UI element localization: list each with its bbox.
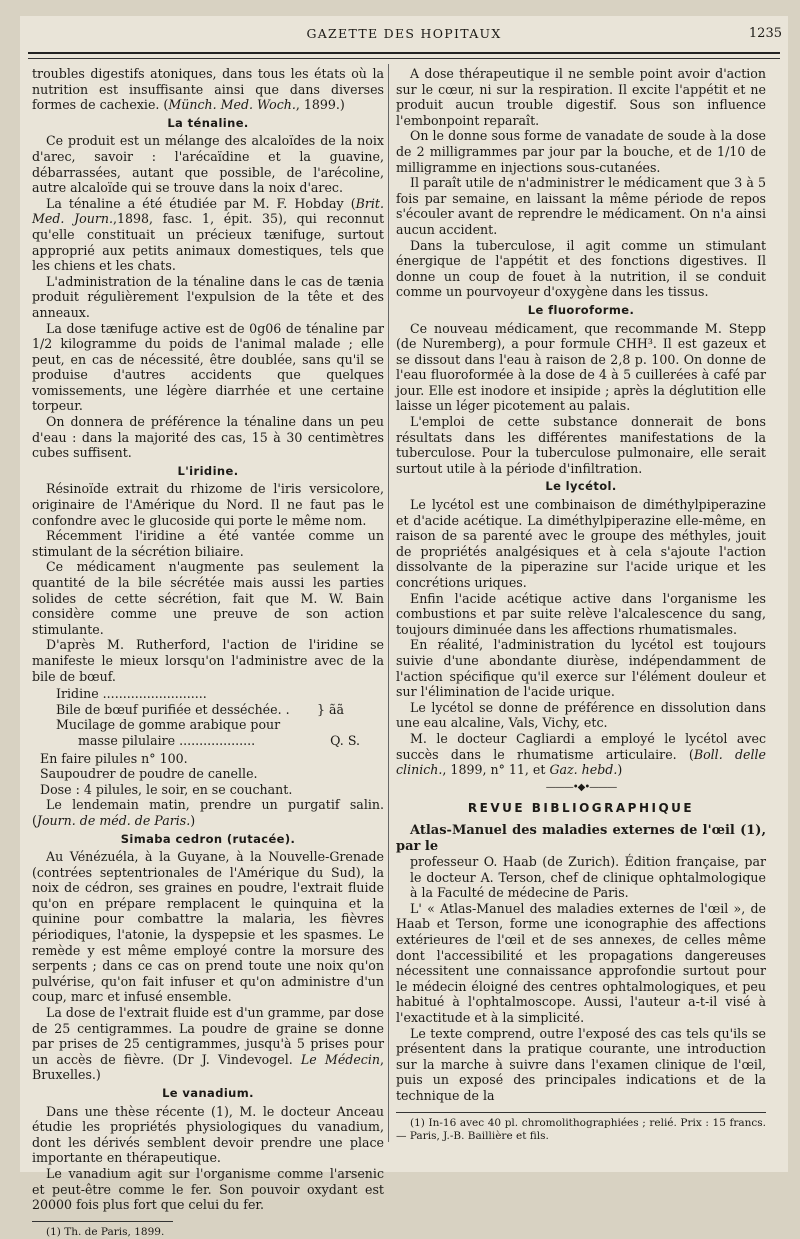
- footnote: (1) Th. de Paris, 1899.: [46, 1225, 165, 1238]
- section-heading-lycetol: Le lycétol.: [545, 479, 617, 494]
- paragraph: On donnera de préférence la ténaline dans un peu d'eau : dans la majorité des cas, 15 à 30 centimètres cubes suffisent.: [32, 414, 384, 461]
- rx-line: Bile de bœuf purifiée et desséchée. .: [56, 701, 290, 717]
- paragraph: Dans une thèse récente (1), M. le docteur Anceau étudie les propriétés physiologiques du vanadium, dont les dérivés semblent devoir prendre une place importante en thérapeutique.: [32, 1103, 384, 1166]
- page-header: [20, 26, 788, 50]
- section-heading-fluoroforme: Le fluoroforme.: [527, 302, 635, 317]
- paragraph: M. le docteur Cagliardi a employé le lycétol avec succès dans le rhumatisme articulaire. (Boll. delle clinich., 1899, n° 11, et Gaz. hebd.): [396, 730, 766, 778]
- paragraph: Le lendemain matin, prendre un purgatif salin. (Journ. de méd. de Paris.): [32, 797, 384, 828]
- paragraph: La dose tænifuge active est de 0g06 de ténaline par 1/2 kilogramme du poids de l'animal malade ; elle peut, en cas de nécessité, être doublée, sans qu'il se produise d'autres accidents que quelques vomissements, une légère diarrhée et une certaine torpeur.: [32, 320, 384, 414]
- paragraph: Au Vénézuéla, à la Guyane, à la Nouvelle-Grenade (contrées septentrionales de l'Amérique du Sud), la noix de cédron, ses graines en poudre, l'extrait fluide qu'on en prépare remplacent le quinquina et la quinine pour combattre la malaria, les fièvres périodiques, l'atonie, la dyspepsie et les spasmes. Le remède y est même employé contre la morsure des serpents ; dans ce cas on prend toute une noix qu'on pulvérise, qu'on fait infuser et qu'on administre d'un coup, marc et infusé ensemble.: [32, 849, 384, 1005]
- header-rule-thin: [28, 58, 780, 59]
- section-heading-vanadium: Le vanadium.: [162, 1086, 254, 1100]
- journal-title: GAZETTE DES HOPITAUX: [306, 26, 502, 41]
- paragraph: D'après M. Rutherford, l'action de l'iridine se manifeste le mieux lorsqu'on l'administre avec de la bile de bœuf.: [32, 637, 384, 684]
- paragraph: La ténaline a été étudiée par M. F. Hobday (Brit. Med. Journ.,1898, fasc. 1, épit. 35), qui reconnut qu'elle constituait un précieux tænifuge, surtout approprié aux petits animaux domestiques, tels que les chiens et les chats.: [32, 195, 385, 274]
- header-rule-thick: [28, 52, 780, 54]
- paragraph: L'emploi de cette substance donnerait de bons résultats dans les différentes manifestations de la tuberculose. Pour la tuberculose pulmonaire, elle serait surtout utile à la période d'infiltration.: [396, 414, 766, 476]
- left-column: [32, 66, 384, 1239]
- paragraph: Ce nouveau médicament, que recommande M. Stepp (de Nuremberg), a pour formule CHH³. Il est gazeux et se dissout dans l'eau à raison de 2,8 p. 100. On donne de l'eau fluoroformée à la dose de 4 à 5 cuillerées à café par jour. Elle est inodore et insipide ; après la déglutition elle laisse un léger picotement au palais.: [396, 320, 766, 414]
- rx-aa: } ãã: [316, 701, 344, 717]
- paragraph: Enfin l'acide acétique active dans l'organisme les combustions et par suite relève l'alcalescence du sang, toujours diminuée dans les affections rhumatismales.: [396, 590, 766, 637]
- column-separator: [388, 64, 389, 1142]
- newspaper-page: [20, 16, 788, 1238]
- paragraph: Il paraît utile de n'administrer le médicament que 3 à 5 fois par semaine, en laissant la même période de repos s'écouler avant de reprendre le médicament. On n'a ainsi aucun accident.: [396, 175, 766, 237]
- footnote: (1) In-16 avec 40 pl. chromolithographiées ; relié. Prix : 15 francs. — Paris, J.-B. Baillière et fils.: [396, 1116, 766, 1142]
- paragraph: En réalité, l'administration du lycétol est toujours suivie d'une abondante diurèse, indépendamment de l'action spécifique qu'il exerce sur l'élément douleur et sur l'élimination de l'acide urique.: [396, 637, 766, 700]
- page-number: 1235: [748, 26, 782, 41]
- footnote-rule: [32, 1221, 173, 1222]
- paragraph: Résinoïde extrait du rhizome de l'iris versicolore, originaire de l'Amérique du Nord. Il ne faut pas le confondre avec le glucoside qui porte le même nom.: [32, 481, 384, 528]
- book-authors: professeur O. Haab (de Zurich). Édition française, par le docteur A. Terson, chef de clinique ophtalmologique à la Faculté de médecine de Paris.: [410, 854, 766, 901]
- paragraph: troubles digestifs atoniques, dans tous les états où la nutrition est insuffisante ainsi que dans diverses formes de cachexie. (Münch. Med. Woch., 1899.): [32, 66, 384, 113]
- rx-instruction: Dose : 4 pilules, le soir, en se couchant.: [40, 781, 293, 797]
- rx-instruction: En faire pilules n° 100.: [40, 750, 188, 766]
- rx-qs: Q. S.: [330, 732, 360, 748]
- paragraph: Le vanadium agit sur l'organisme comme l'arsenic et peut-être comme le fer. Son pouvoir oxydant est 20000 fois plus fort que celui du fer.: [32, 1165, 384, 1213]
- rx-instruction: Saupoudrer de poudre de canelle.: [40, 766, 258, 782]
- footnote-rule: [396, 1112, 766, 1113]
- book-title: Atlas-Manuel des maladies externes de l'œil (1), par le: [396, 822, 766, 854]
- paragraph: Ce médicament n'augmente pas seulement la quantité de la bile sécrétée mais aussi les parties solides de cette sécrétion, fait que M. W. Bain considère comme une preuve de son action stimulante.: [32, 559, 384, 637]
- section-heading-simaba: Simaba cedron (rutacée).: [120, 831, 296, 846]
- ornament-divider: ———•◆•———: [545, 781, 617, 793]
- paragraph: Le texte comprend, outre l'exposé des cas tels qu'ils se présentent dans la pratique courante, une introduction sur la marche à suivre dans l'examen clinique de l'œil, puis un exposé des principales indications et de la technique de la: [396, 1025, 766, 1103]
- right-column: [396, 66, 766, 1143]
- paragraph: Dans la tuberculose, il agit comme un stimulant énergique de l'appétit et des fonctions digestives. Il donne un coup de fouet à la nutrition, il se conduit comme un pourvoyeur d'oxygène dans les tissus.: [396, 237, 766, 300]
- paragraph: L' « Atlas-Manuel des maladies externes de l'œil », de Haab et Terson, forme une iconographie des affections extérieures de l'œil et de ses annexes, de celles même dont l'accessibilité et les propagations dangereuses nécessitent une connaissance approfondie surtout pour le médecin éloigné des centres ophtalmologiques, et peu habitué à l'ophtalmoscope. Aussi, l'auteur a-t-il visé à l'exactitude et à la simplicité.: [396, 900, 766, 1026]
- paragraph: La dose de l'extrait fluide est d'un gramme, par dose de 25 centigrammes. La poudre de graine se donne par prises de 25 centigrammes, jusqu'à 5 prises pour un accès de fièvre. (Dr J. Vindevogel. Le Médecin, Bruxelles.): [32, 1005, 384, 1083]
- section-heading-iridine: L'iridine.: [177, 463, 239, 478]
- rx-line: Iridine ..........................: [56, 686, 207, 702]
- section-heading-tenaline: La ténaline.: [167, 115, 249, 130]
- paragraph: A dose thérapeutique il ne semble point avoir d'action sur le cœur, ni sur la respiration. Il excite l'appétit et ne produit aucun trouble digestif. Sous son influence l'embonpoint reparaît.: [396, 66, 766, 128]
- rx-line: Mucilage de gomme arabique pour: [56, 717, 281, 733]
- paragraph: Ce produit est un mélange des alcaloïdes de la noix d'arec, savoir : l'arécaïdine et la guavine, débarrassées, autant que possible, de l'arécoline, autre alcaloïde qui se trouve dans la noix d'arec.: [32, 133, 384, 196]
- paragraph: On le donne sous forme de vanadate de soude à la dose de 2 milligrammes par jour par la bouche, et de 1/10 de milligramme en injections sous-cutanées.: [396, 128, 766, 175]
- paragraph: L'administration de la ténaline dans le cas de tænia produit régulièrement l'expulsion de la tête et des anneaux.: [32, 273, 384, 320]
- prescription: [56, 686, 384, 748]
- section-heading-revue: REVUE BIBLIOGRAPHIQUE: [467, 801, 695, 816]
- rx-line: masse pilulaire ...................: [78, 732, 256, 748]
- paragraph: Le lycétol est une combinaison de diméthylpiperazine et d'acide acétique. La diméthylpiperazine elle-même, en raison de sa parenté avec le groupe des méthyles, jouit de propriétés analgésiques et à cela s'ajoute l'action dissolvante de la piperazine sur l'acide urique et les concrétions uriques.: [396, 497, 766, 590]
- paragraph: Le lycétol se donne de préférence en dissolution dans une eau alcaline, Vals, Vichy, etc.: [396, 699, 766, 731]
- paragraph: Récemment l'iridine a été vantée comme un stimulant de la sécrétion biliaire.: [32, 528, 384, 559]
